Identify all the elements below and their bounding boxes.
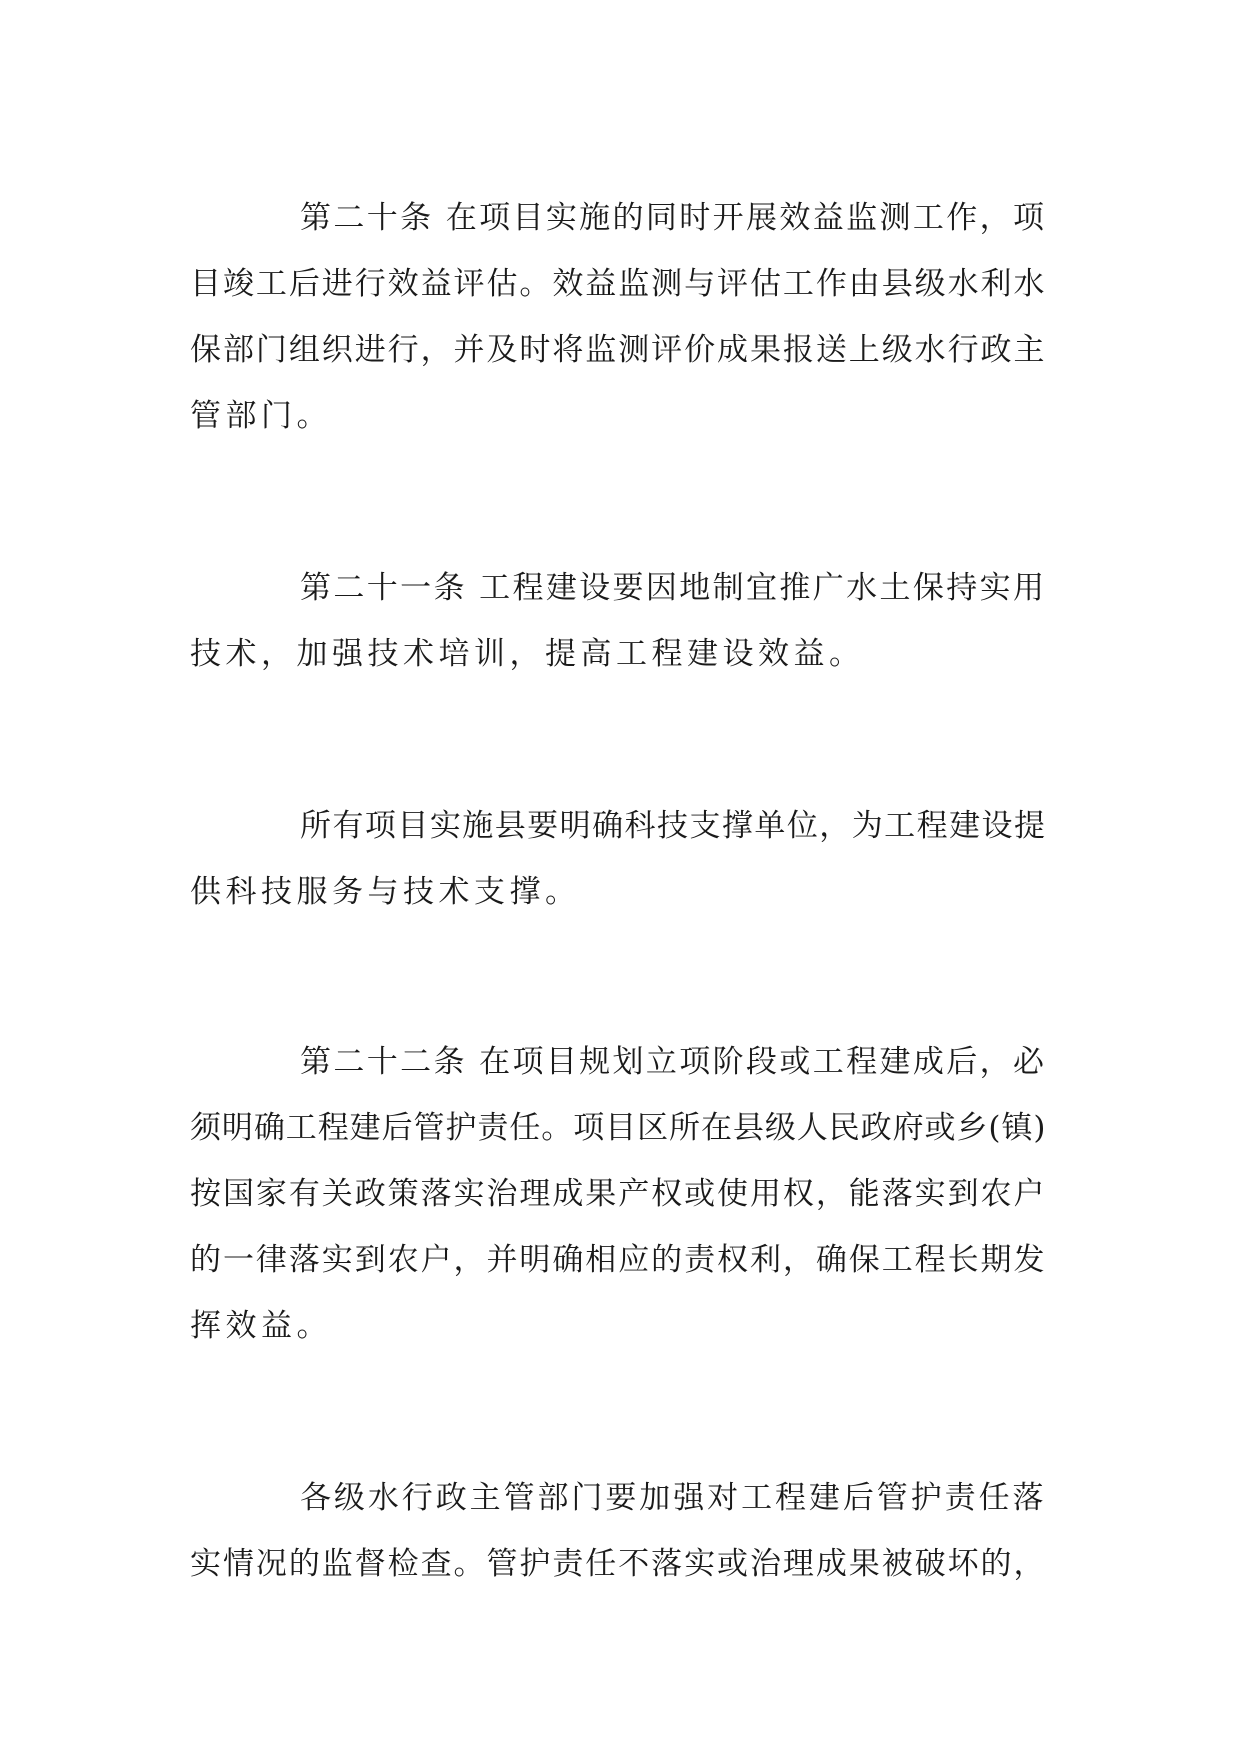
paragraph-line: 供科技服务与技术支撑。	[190, 874, 581, 910]
paragraph-line: 按国家有关政策落实治理成果产权或使用权，能落实到农户	[190, 1176, 1046, 1212]
paragraph-line: 挥效益。	[190, 1308, 332, 1344]
paragraph-line: 技术，加强技术培训，提高工程建设效益。	[190, 636, 865, 672]
paragraph-line: 须明确工程建后管护责任。项目区所在县级人民政府或乡(镇)	[190, 1110, 1046, 1146]
paragraph-line: 第二十二条 在项目规划立项阶段或工程建成后，必	[300, 1044, 1046, 1080]
paragraph-line: 所有项目实施县要明确科技支撑单位，为工程建设提	[300, 808, 1046, 844]
paragraph-line: 的一律落实到农户，并明确相应的责权利，确保工程长期发	[190, 1242, 1046, 1278]
paragraph-line: 第二十一条 工程建设要因地制宜推广水土保持实用	[300, 570, 1046, 606]
paragraph-line: 保部门组织进行，并及时将监测评价成果报送上级水行政主	[190, 332, 1046, 368]
paragraph-line: 目竣工后进行效益评估。效益监测与评估工作由县级水利水	[190, 266, 1046, 302]
paragraph-line: 管部门。	[190, 398, 332, 434]
paragraph-line: 各级水行政主管部门要加强对工程建后管护责任落	[300, 1480, 1046, 1516]
paragraph-line: 实情况的监督检查。管护责任不落实或治理成果被破坏的，	[190, 1546, 1046, 1582]
paragraph-line: 第二十条 在项目实施的同时开展效益监测工作，项	[300, 200, 1046, 236]
